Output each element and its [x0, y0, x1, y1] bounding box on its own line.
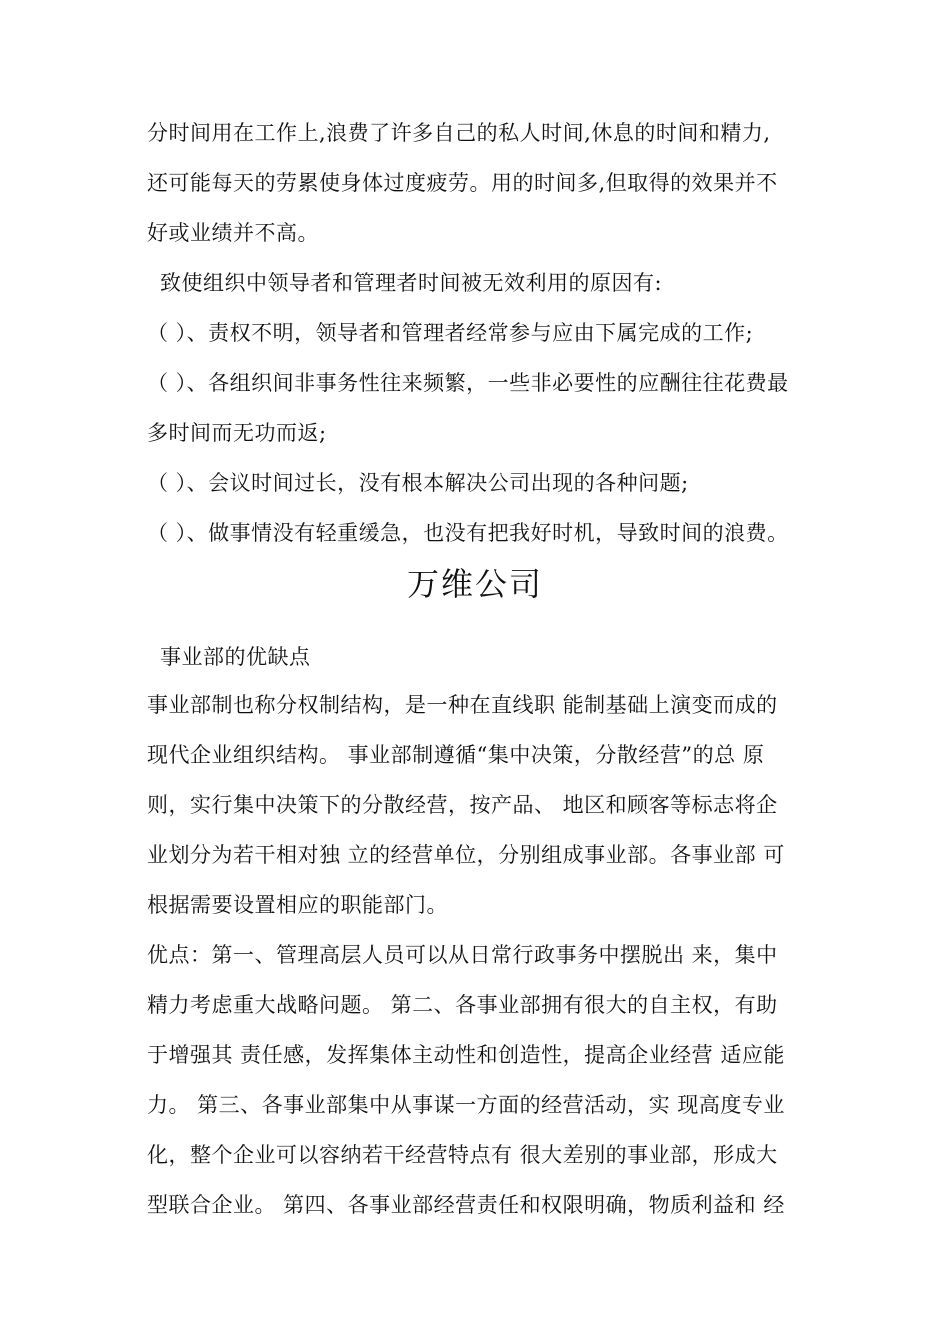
cause-line: （ ）、会议时间过长，没有根本解决公司出现的各种问题;: [147, 471, 689, 495]
cause-line: （ ）、责权不明，领导者和管理者经常参与应由下属完成的工作;: [147, 321, 754, 345]
definition-line: 根据需要设置相应的职能部门。: [147, 893, 448, 917]
definition-line: 业划分为若干相对独 立的经营单位，分别组成事业部。各事业部 可: [147, 843, 785, 867]
advantages-line: 化，整个企业可以容纳若干经营特点有 很大差别的事业部，形成大: [147, 1143, 778, 1167]
cause-line: （ ）、做事情没有轻重缓急，也没有把我好时机，导致时间的浪费。: [147, 521, 789, 545]
cause-line: 多时间而无功而返;: [147, 421, 327, 445]
causes-heading: 致使组织中领导者和管理者时间被无效利用的原因有:: [160, 271, 663, 295]
definition-line: 现代企业组织结构。 事业部制遵循“集中决策，分散经营”的总 原: [147, 743, 765, 767]
cause-line: （ ）、各组织间非事务性往来频繁，一些非必要性的应酬往往花费最: [147, 371, 789, 395]
intro-line: 还可能每天的劳累使身体过度疲劳。用的时间多,但取得的效果并不: [147, 171, 778, 195]
advantages-line: 优点：第一、管理高层人员可以从日常行政事务中摆脱出 来，集中: [147, 943, 778, 967]
advantages-line: 型联合企业。 第四、各事业部经营责任和权限明确，物质利益和 经: [147, 1193, 785, 1217]
intro-line: 分时间用在工作上,浪费了许多自己的私人时间,休息的时间和精力,: [147, 121, 771, 145]
definition-line: 事业部制也称分权制结构，是一种在直线职 能制基础上演变而成的: [147, 693, 778, 717]
advantages-line: 于增强其 责任感，发挥集体主动性和创造性，提高企业经营 适应能: [147, 1043, 785, 1067]
intro-line: 好或业绩并不高。: [147, 221, 319, 245]
company-title: 万维公司: [406, 565, 543, 603]
advantages-line: 力。 第三、各事业部集中从事谋一方面的经营活动，实 现高度专业: [147, 1093, 785, 1117]
definition-line: 则，实行集中决策下的分散经营，按产品、 地区和顾客等标志将企: [147, 793, 778, 817]
section-heading: 事业部的优缺点: [160, 645, 311, 669]
advantages-line: 精力考虑重大战略问题。 第二、各事业部拥有很大的自主权，有助: [147, 993, 778, 1017]
